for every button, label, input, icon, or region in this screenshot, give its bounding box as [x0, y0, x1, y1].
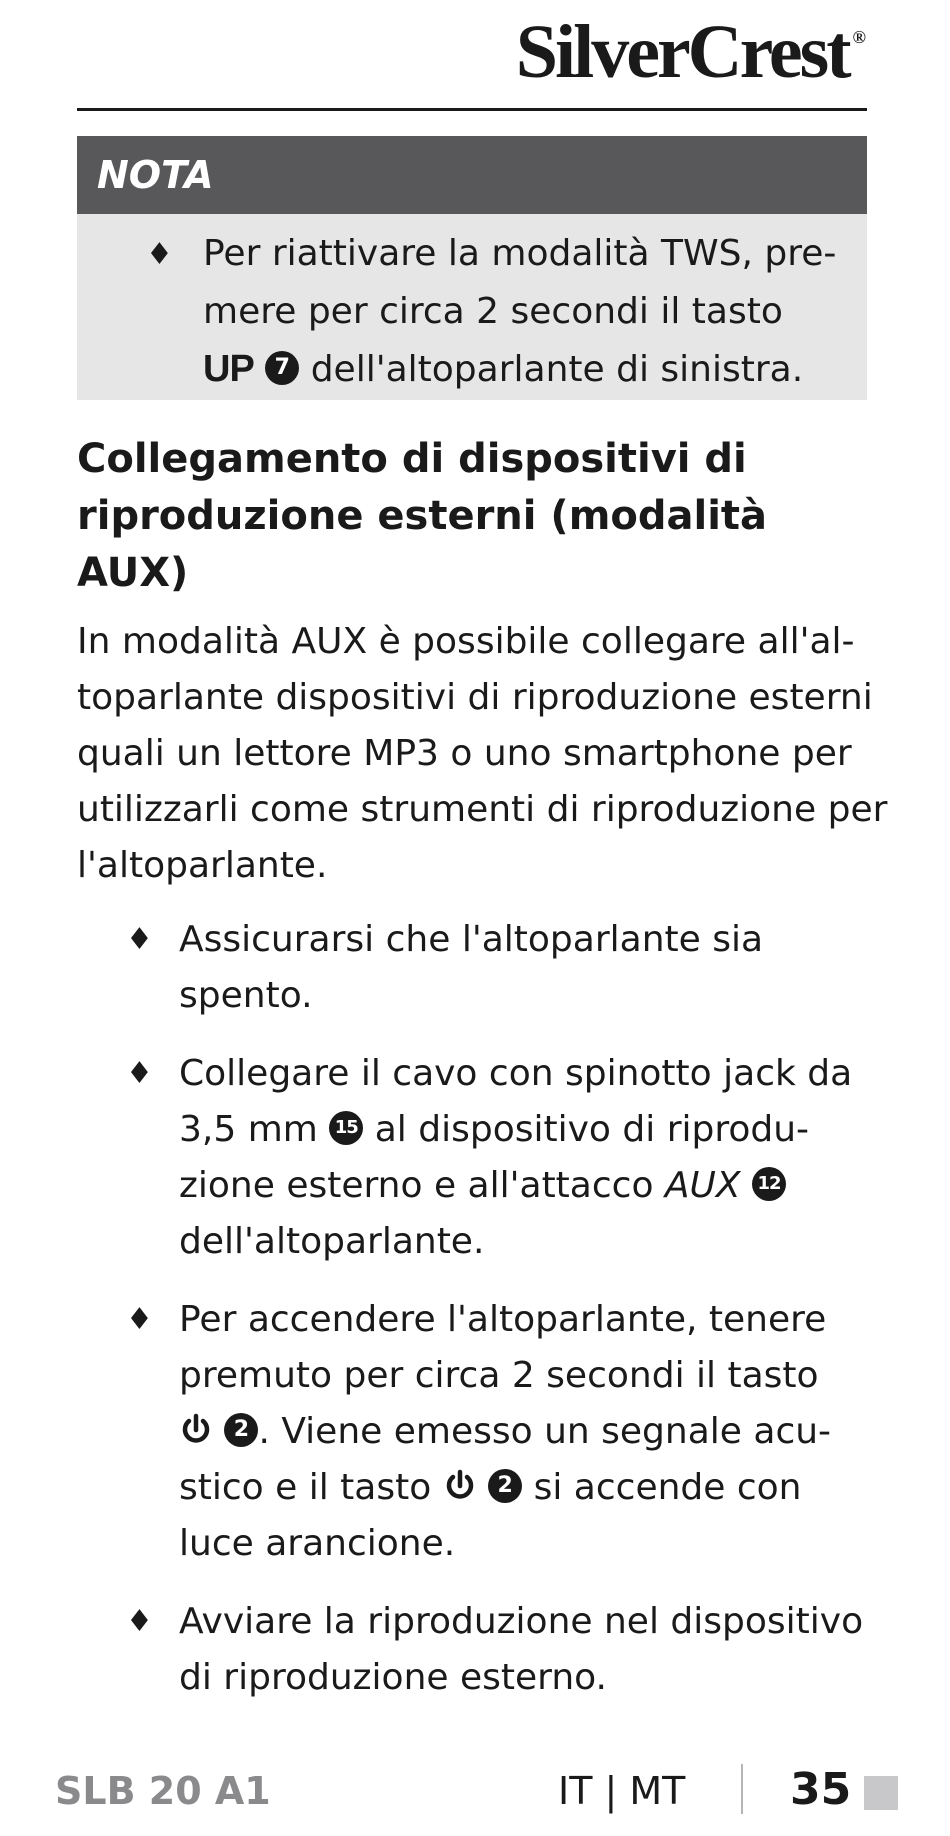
step-3-line-4-pre: stico e il tasto [179, 1467, 432, 1508]
section-heading-line-1: Collegamento di dispositivi di [77, 436, 747, 482]
power-key-number-badge: 2 [488, 1469, 522, 1503]
brand-logo [515, 10, 866, 94]
diamond-bullet-icon: ♦ [126, 1302, 153, 1337]
intro-line-2: toparlante dispositivi di riproduzione esterni [77, 677, 873, 718]
footer-model: SLB 20 A1 [55, 1769, 271, 1813]
step-1-line-2: spento. [179, 975, 313, 1016]
note-header [77, 136, 867, 214]
diamond-bullet-icon: ♦ [126, 1056, 153, 1091]
aux-label: AUX [664, 1165, 741, 1206]
diamond-bullet-icon: ♦ [126, 922, 153, 957]
power-icon [179, 1413, 213, 1447]
step-4-line-1: Avviare la riproduzione nel dispositivo [179, 1601, 864, 1642]
step-4-line-2: di riproduzione esterno. [179, 1657, 607, 1698]
footer-language: IT | MT [558, 1769, 686, 1813]
note-line-3-text: dell'altoparlante di sinistra. [310, 349, 804, 390]
diamond-bullet-icon: ♦ [126, 1604, 153, 1639]
step-3-line-2: premuto per circa 2 secondi il tasto [179, 1355, 819, 1396]
intro-line-4: utilizzarli come strumenti di riproduzione per [77, 789, 888, 830]
note-line-3 [203, 350, 803, 388]
intro-line-1: In modalità AUX è possibile collegare all'al- [77, 621, 855, 662]
step-3-line-5: luce arancione. [179, 1523, 456, 1564]
step-2-line-2 [179, 1109, 810, 1150]
intro-line-3: quali un lettore MP3 o uno smartphone per [77, 733, 852, 774]
diamond-bullet-icon: ♦ [146, 237, 173, 272]
note-line-1: Per riattivare la modalità TWS, pre- [203, 233, 837, 274]
step-2-line-1: Collegare il cavo con spinotto jack da [179, 1053, 853, 1094]
step-2-line-3-pre: zione esterno e all'attacco [179, 1165, 654, 1206]
header-rule [77, 108, 867, 111]
step-2-line-4: dell'altoparlante. [179, 1221, 485, 1262]
power-key-number-badge: 2 [224, 1413, 258, 1447]
note-line-2: mere per circa 2 secondi il tasto [203, 291, 783, 332]
step-1-line-1: Assicurarsi che l'altoparlante sia [179, 919, 764, 960]
page-marker [864, 1776, 898, 1810]
note-title: NOTA [97, 153, 214, 197]
up-key-label: UP [203, 348, 254, 390]
step-3-line-3 [179, 1411, 832, 1452]
step-3-line-4-post: si accende con [533, 1467, 802, 1508]
registered-mark: ® [852, 27, 866, 47]
section-heading-line-3: AUX) [77, 550, 189, 596]
jack-cable-number-badge: 15 [329, 1111, 363, 1145]
step-2-line-2-post: al dispositivo di riprodu- [374, 1109, 810, 1150]
intro-line-5: l'altoparlante. [77, 845, 328, 886]
brand-name: SilverCrest [515, 10, 849, 94]
key-number-badge: 7 [265, 351, 299, 385]
section-heading-line-2: riproduzione esterni (modalità [77, 493, 768, 539]
step-3-line-4 [179, 1467, 802, 1508]
step-3-line-3-post: . Viene emesso un segnale acu- [258, 1411, 832, 1452]
aux-port-number-badge: 12 [752, 1167, 786, 1201]
step-3-line-1: Per accendere l'altoparlante, tenere [179, 1299, 827, 1340]
page-number: 35 [790, 1764, 852, 1815]
footer-separator [741, 1764, 743, 1814]
power-icon [443, 1469, 477, 1503]
step-2-line-2-pre: 3,5 mm [179, 1109, 318, 1150]
step-2-line-3 [179, 1165, 786, 1206]
